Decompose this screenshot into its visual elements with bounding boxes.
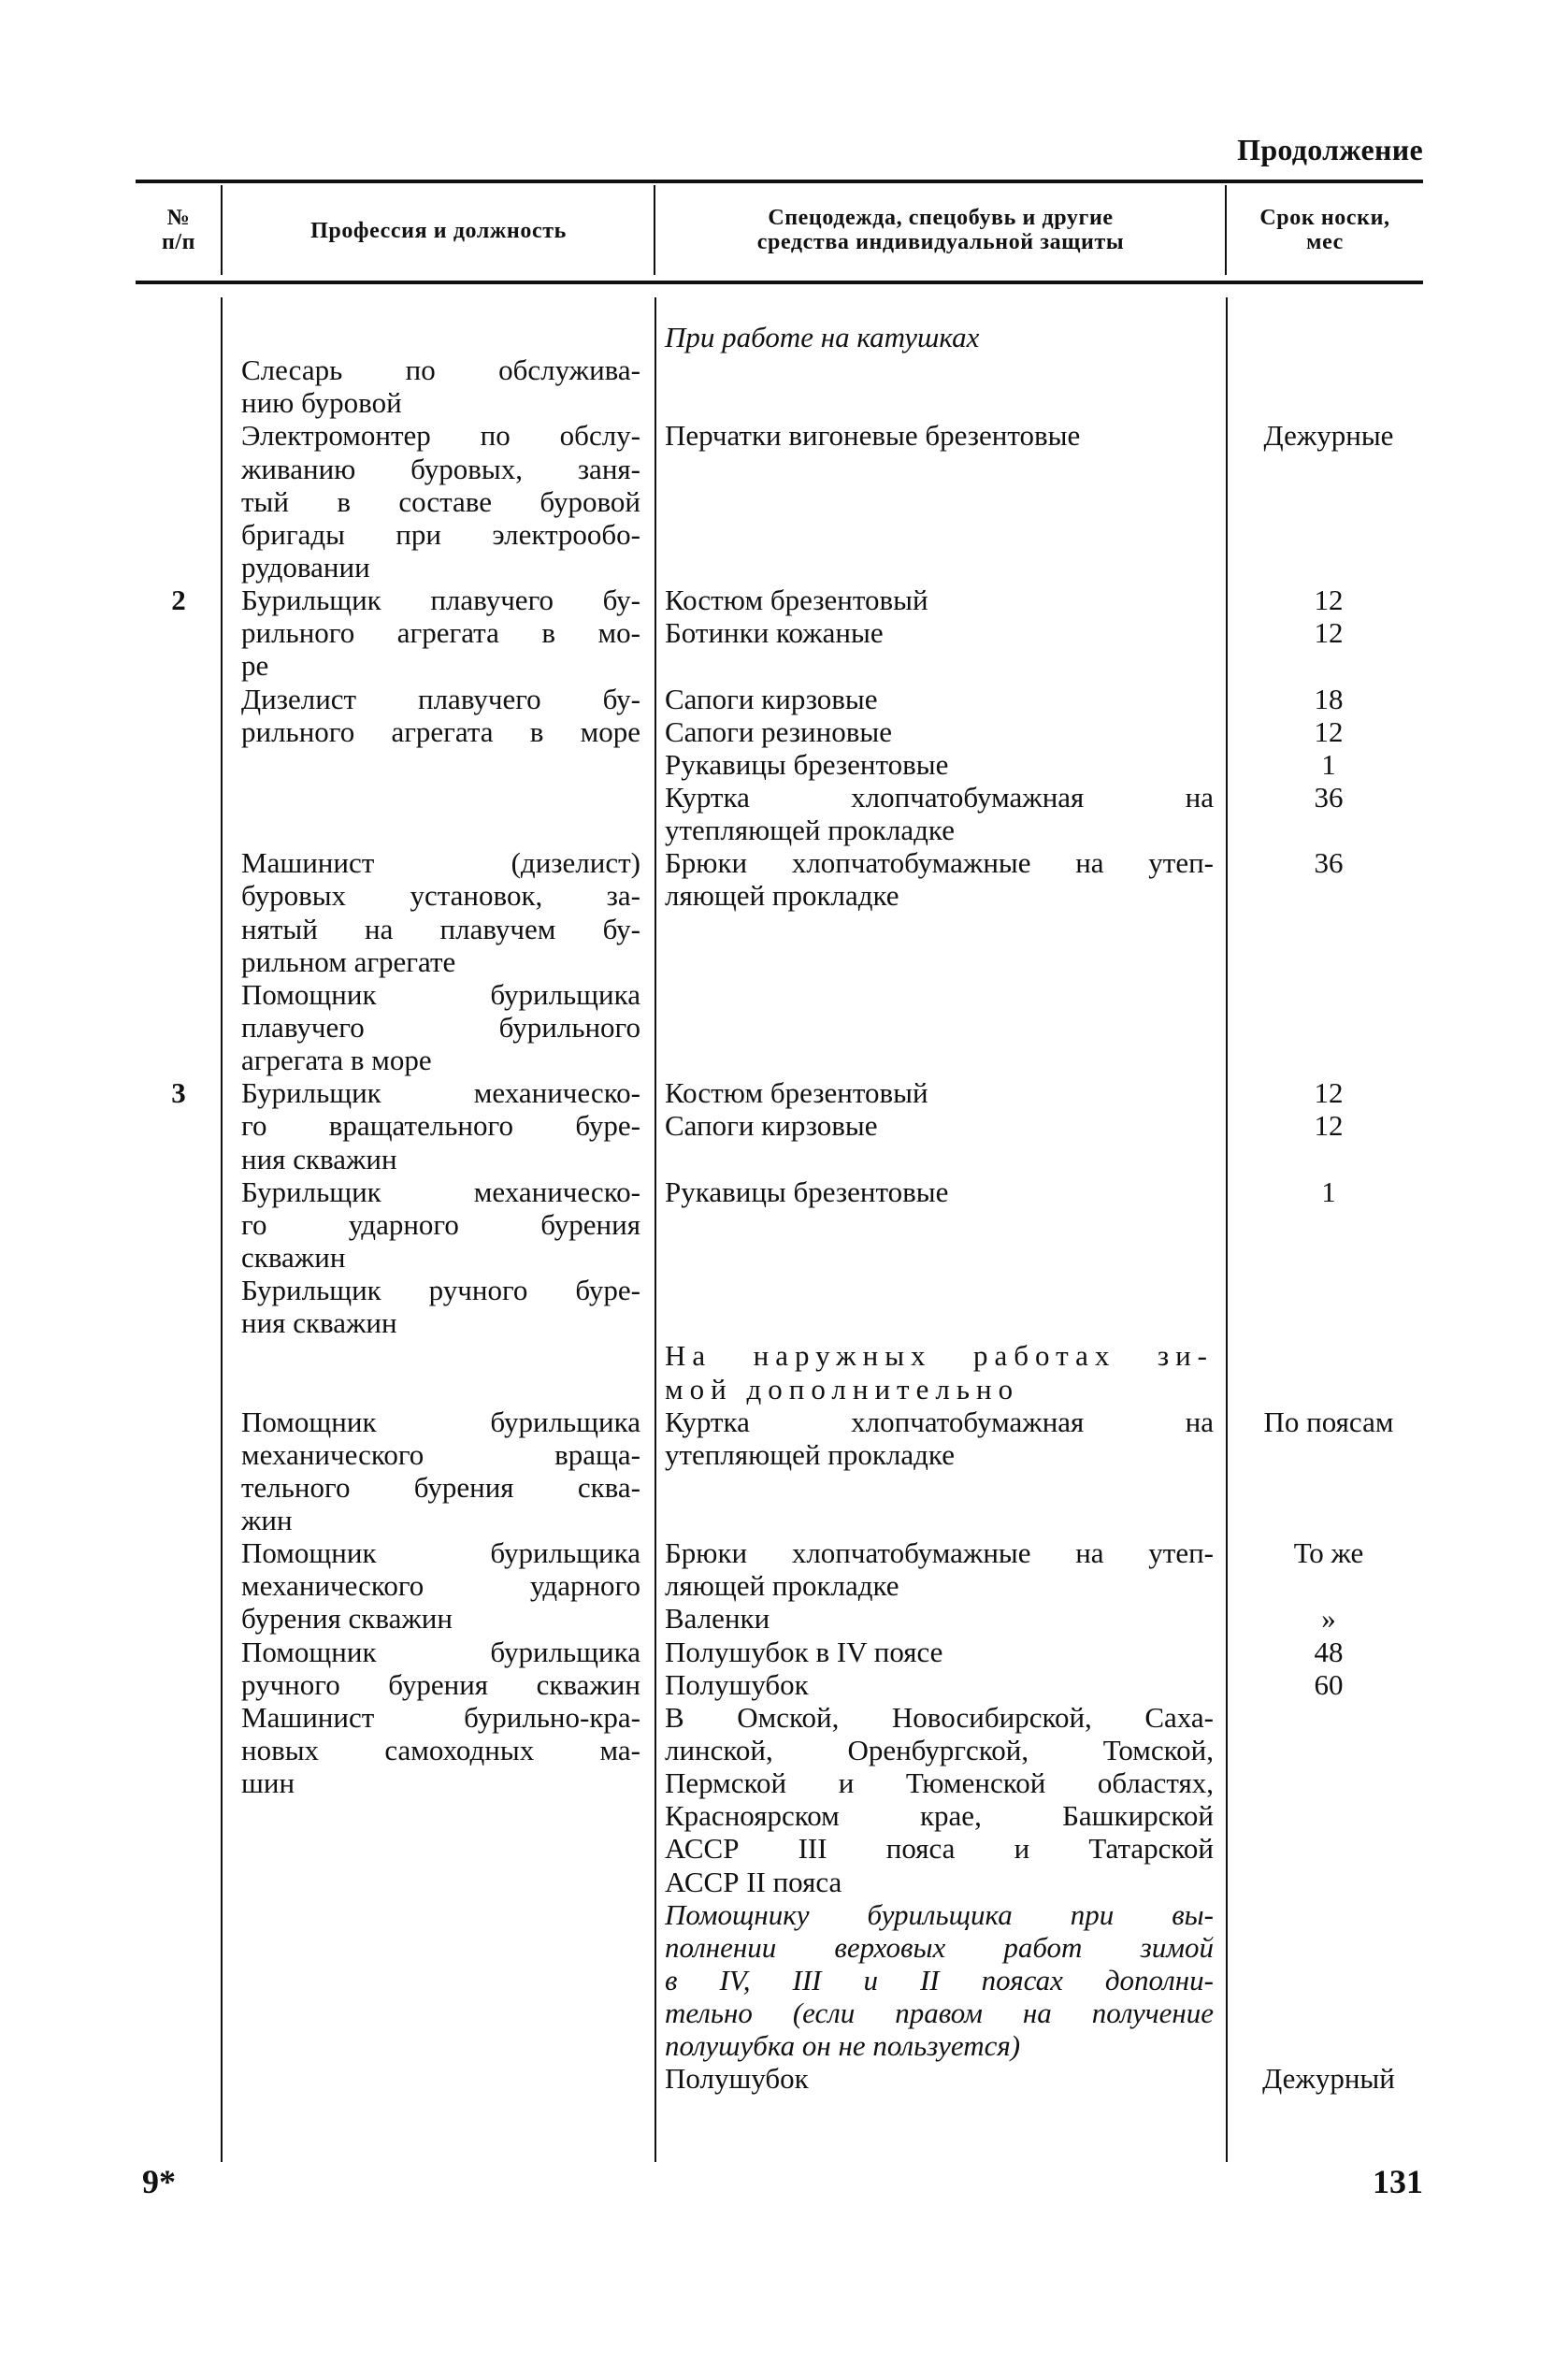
- term-line: [1234, 1339, 1423, 1372]
- term-line: [1234, 518, 1423, 551]
- profession-line: Бурильщик плавучего бу-: [241, 584, 640, 617]
- header-items-line: средства индивидуальной защиты: [756, 230, 1125, 254]
- profession-line: Дизелист плавучего бу-: [241, 682, 640, 715]
- table-top-rule: [136, 180, 1423, 183]
- profession-line: Машинист бурильно-кра-: [241, 1700, 640, 1734]
- items-line: утепляющей прокладке: [665, 1437, 955, 1471]
- items-line: [665, 1504, 1214, 1536]
- items-line: Брюки хлопчатобумажные на утеп-: [665, 1536, 1214, 1570]
- profession-line: [241, 814, 640, 846]
- column-divider: [1226, 297, 1228, 2162]
- term-line: [1234, 1898, 1423, 1931]
- items-line: [665, 1208, 1214, 1241]
- profession-line: ручного бурения скважин: [241, 1667, 640, 1701]
- profession-line: живанию буровых, заня-: [241, 452, 640, 485]
- items-line: На наружных работах зи-: [665, 1339, 1214, 1373]
- items-line: [665, 945, 1214, 978]
- profession-line: механического враща-: [241, 1437, 640, 1471]
- column-wear-term: [1234, 321, 1423, 2096]
- column-divider: [655, 297, 656, 2162]
- no-line: [136, 649, 222, 682]
- term-line: [1234, 1799, 1423, 1832]
- term-line: [1234, 649, 1423, 682]
- term-line: 36: [1314, 780, 1344, 814]
- no-line: 3: [171, 1076, 186, 1110]
- no-line: [136, 1011, 222, 1044]
- items-line: [665, 1044, 1214, 1076]
- term-line: Дежурный: [1262, 2062, 1395, 2096]
- term-line: [1234, 1241, 1423, 1274]
- profession-line: шин: [241, 1766, 295, 1800]
- term-line: 12: [1314, 1109, 1344, 1143]
- items-line: Рукавицы брезентовые: [665, 747, 949, 781]
- items-line: [665, 1011, 1214, 1044]
- header-number-symbol: №: [166, 206, 191, 230]
- term-line: 12: [1314, 714, 1344, 748]
- no-line: [136, 683, 222, 715]
- profession-line: жин: [241, 1504, 293, 1537]
- profession-line: Электромонтер по обслу-: [241, 419, 640, 453]
- items-line: [665, 1241, 1214, 1274]
- profession-line: Помощник бурильщика: [241, 1635, 640, 1668]
- term-line: »: [1321, 1602, 1336, 1636]
- term-line: [1234, 386, 1423, 419]
- items-line: Полушубок в IV поясе: [665, 1635, 943, 1668]
- term-line: 18: [1314, 682, 1344, 715]
- items-line: Брюки хлопчатобумажные на утеп-: [665, 846, 1214, 880]
- term-line: 36: [1314, 846, 1344, 880]
- term-line: [1234, 1866, 1423, 1898]
- items-line: [665, 453, 1214, 485]
- header-number-abbr: п/п: [161, 230, 196, 254]
- profession-line: го вращательного буре-: [241, 1109, 640, 1143]
- profession-line: [241, 748, 640, 781]
- items-line: [665, 551, 1214, 584]
- items-line: тельно (если правом на получение: [665, 1996, 1214, 2030]
- profession-line: рильного агрегата в мо-: [241, 616, 640, 650]
- items-line: [665, 386, 1214, 419]
- items-line: мой дополнительно: [665, 1372, 1020, 1405]
- continuation-label: Продолжение: [1237, 133, 1423, 166]
- items-line: Полушубок: [665, 1667, 809, 1701]
- profession-line: плавучего бурильного: [241, 1010, 640, 1044]
- items-line: ляющей прокладке: [665, 879, 899, 913]
- term-line: [1234, 1438, 1423, 1471]
- header-items-line: Спецодежда, спецобувь и другие: [768, 206, 1114, 230]
- term-line: [1234, 1766, 1423, 1799]
- profession-line: рильного агрегата в море: [241, 714, 640, 748]
- items-line: полнении верховых работ зимой: [665, 1930, 1214, 1964]
- profession-line: рильном агрегате: [241, 944, 456, 978]
- items-line: Красноярском крае, Башкирской: [665, 1799, 1214, 1833]
- term-line: [1234, 353, 1423, 386]
- profession-line: Бурильщик механическо-: [241, 1076, 640, 1110]
- no-line: [136, 846, 222, 879]
- profession-line: ния скважин: [241, 1306, 397, 1340]
- profession-line: нятый на плавучем бу-: [241, 912, 640, 945]
- items-line: полушубка он не пользуется): [665, 2029, 1021, 2063]
- header-number: [136, 206, 222, 254]
- term-line: [1234, 1143, 1423, 1175]
- no-line: [136, 748, 222, 781]
- items-line: При работе на катушках: [665, 321, 980, 353]
- items-line: Сапоги резиновые: [665, 714, 892, 748]
- term-line: [1234, 945, 1423, 978]
- term-line: [1234, 1996, 1423, 2029]
- profession-line: Бурильщик ручного буре-: [241, 1274, 640, 1307]
- profession-line: тельного бурения сква-: [241, 1470, 640, 1504]
- items-line: Куртка хлопчатобумажная на: [665, 1405, 1214, 1438]
- no-line: [136, 1044, 222, 1076]
- items-line: [665, 1143, 1214, 1175]
- term-line: [1234, 1208, 1423, 1241]
- term-line: По поясам: [1263, 1405, 1394, 1438]
- header-profession: Профессия и должность: [310, 219, 567, 243]
- header-term: [1227, 206, 1423, 254]
- profession-line: нию буровой: [241, 386, 402, 420]
- items-line: [665, 649, 1214, 682]
- items-line: АССР III пояса и Татарской: [665, 1832, 1214, 1866]
- term-line: [1234, 1964, 1423, 1996]
- term-line: 12: [1314, 1076, 1344, 1110]
- no-line: [136, 321, 222, 353]
- profession-line: [241, 1339, 640, 1372]
- page-number: 131: [1373, 2163, 1423, 2200]
- term-line: [1234, 551, 1423, 584]
- items-line: Рукавицы брезентовые: [665, 1175, 949, 1208]
- term-line: 12: [1314, 616, 1344, 650]
- items-line: [665, 978, 1214, 1011]
- profession-line: го ударного бурения: [241, 1207, 640, 1241]
- profession-line: бригады при электрообо-: [241, 517, 640, 551]
- profession-line: [241, 1373, 640, 1405]
- items-line: в IV, III и II поясах дополни-: [665, 1964, 1214, 1997]
- items-line: АССР II пояса: [665, 1865, 842, 1898]
- column-profession: [241, 321, 640, 1799]
- term-line: [1234, 1011, 1423, 1044]
- profession-line: [241, 321, 640, 353]
- no-line: [136, 879, 222, 912]
- term-line: [1234, 1734, 1423, 1766]
- term-line: 12: [1314, 584, 1344, 617]
- term-line: [1234, 978, 1423, 1011]
- term-line: [1234, 485, 1423, 518]
- no-line: [136, 453, 222, 485]
- no-line: [136, 978, 222, 1011]
- column-row-number: [136, 321, 222, 1109]
- items-line: Сапоги кирзовые: [665, 1109, 878, 1143]
- no-line: [136, 913, 222, 945]
- items-line: Пермской и Тюменской областях,: [665, 1766, 1214, 1800]
- term-line: [1234, 1044, 1423, 1076]
- items-line: Сапоги кирзовые: [665, 682, 878, 715]
- signature-mark: 9*: [142, 2163, 176, 2200]
- term-line: [1234, 1931, 1423, 1964]
- no-line: [136, 616, 222, 649]
- profession-line: скважин: [241, 1240, 346, 1274]
- header-items: [655, 206, 1226, 254]
- items-line: утепляющей прокладке: [665, 814, 955, 847]
- column-protective-items: [665, 321, 1214, 2096]
- items-line: Куртка хлопчатобумажная на: [665, 780, 1214, 814]
- term-line: [1234, 453, 1423, 485]
- no-line: [136, 518, 222, 551]
- items-line: Валенки: [665, 1602, 770, 1636]
- term-line: 1: [1321, 747, 1336, 781]
- term-line: [1234, 1274, 1423, 1306]
- no-line: [136, 386, 222, 419]
- term-line: [1234, 1832, 1423, 1865]
- term-line: [1234, 814, 1423, 846]
- items-line: Костюм брезентовый: [665, 584, 928, 617]
- items-line: линской, Оренбургской, Томской,: [665, 1734, 1214, 1767]
- term-line: [1234, 1569, 1423, 1602]
- no-line: [136, 353, 222, 386]
- term-line: [1234, 1504, 1423, 1536]
- no-line: [136, 945, 222, 978]
- term-line: [1234, 1373, 1423, 1405]
- term-line: То же: [1293, 1536, 1364, 1570]
- profession-line: [241, 781, 640, 814]
- no-line: 2: [171, 584, 186, 617]
- profession-line: Помощник бурильщика: [241, 977, 640, 1011]
- items-line: [665, 353, 1214, 386]
- profession-line: новых самоходных ма-: [241, 1734, 640, 1767]
- term-line: Дежурные: [1263, 419, 1394, 453]
- profession-line: буровых установок, за-: [241, 879, 640, 913]
- no-line: [136, 485, 222, 518]
- term-line: [1234, 913, 1423, 945]
- items-line: Костюм брезентовый: [665, 1076, 928, 1110]
- profession-line: тый в составе буровой: [241, 484, 640, 518]
- profession-line: ре: [241, 649, 269, 683]
- profession-line: Помощник бурильщика: [241, 1536, 640, 1570]
- no-line: [136, 814, 222, 846]
- items-line: [665, 1274, 1214, 1306]
- items-line: Помощнику бурильщика при вы-: [665, 1897, 1214, 1931]
- profession-line: Бурильщик механическо-: [241, 1175, 640, 1208]
- profession-line: рудовании: [241, 550, 370, 584]
- items-line: [665, 485, 1214, 518]
- profession-line: Слесарь по обслужива-: [241, 353, 640, 387]
- items-line: Полушубок: [665, 2062, 809, 2096]
- items-line: ляющей прокладке: [665, 1569, 899, 1603]
- items-line: Ботинки кожаные: [665, 616, 884, 650]
- profession-line: агрегата в море: [241, 1044, 432, 1077]
- no-line: [136, 715, 222, 748]
- items-line: [665, 1306, 1214, 1339]
- profession-line: механического ударного: [241, 1569, 640, 1603]
- profession-line: Помощник бурильщика: [241, 1405, 640, 1438]
- items-line: [665, 1471, 1214, 1504]
- profession-line: ния скважин: [241, 1142, 397, 1175]
- items-line: В Омской, Новосибирской, Саха-: [665, 1700, 1214, 1734]
- no-line: [136, 781, 222, 814]
- term-line: 48: [1314, 1635, 1344, 1668]
- term-line: [1234, 1471, 1423, 1504]
- profession-line: бурения скважин: [241, 1602, 453, 1636]
- no-line: [136, 551, 222, 584]
- table-header-rule: [136, 281, 1423, 284]
- header-term-line: мес: [1306, 230, 1344, 254]
- no-line: [136, 419, 222, 452]
- items-line: [665, 518, 1214, 551]
- term-line: [1234, 1306, 1423, 1339]
- term-line: 1: [1321, 1175, 1336, 1208]
- items-line: Перчатки вигоневые брезентовые: [665, 419, 1081, 453]
- term-line: [1234, 2029, 1423, 2062]
- profession-line: Машинист (дизелист): [241, 846, 640, 880]
- term-line: [1234, 321, 1423, 353]
- term-line: 60: [1314, 1667, 1344, 1701]
- header-term-line: Срок носки,: [1259, 206, 1390, 230]
- term-line: [1234, 1701, 1423, 1734]
- items-line: [665, 913, 1214, 945]
- term-line: [1234, 879, 1423, 912]
